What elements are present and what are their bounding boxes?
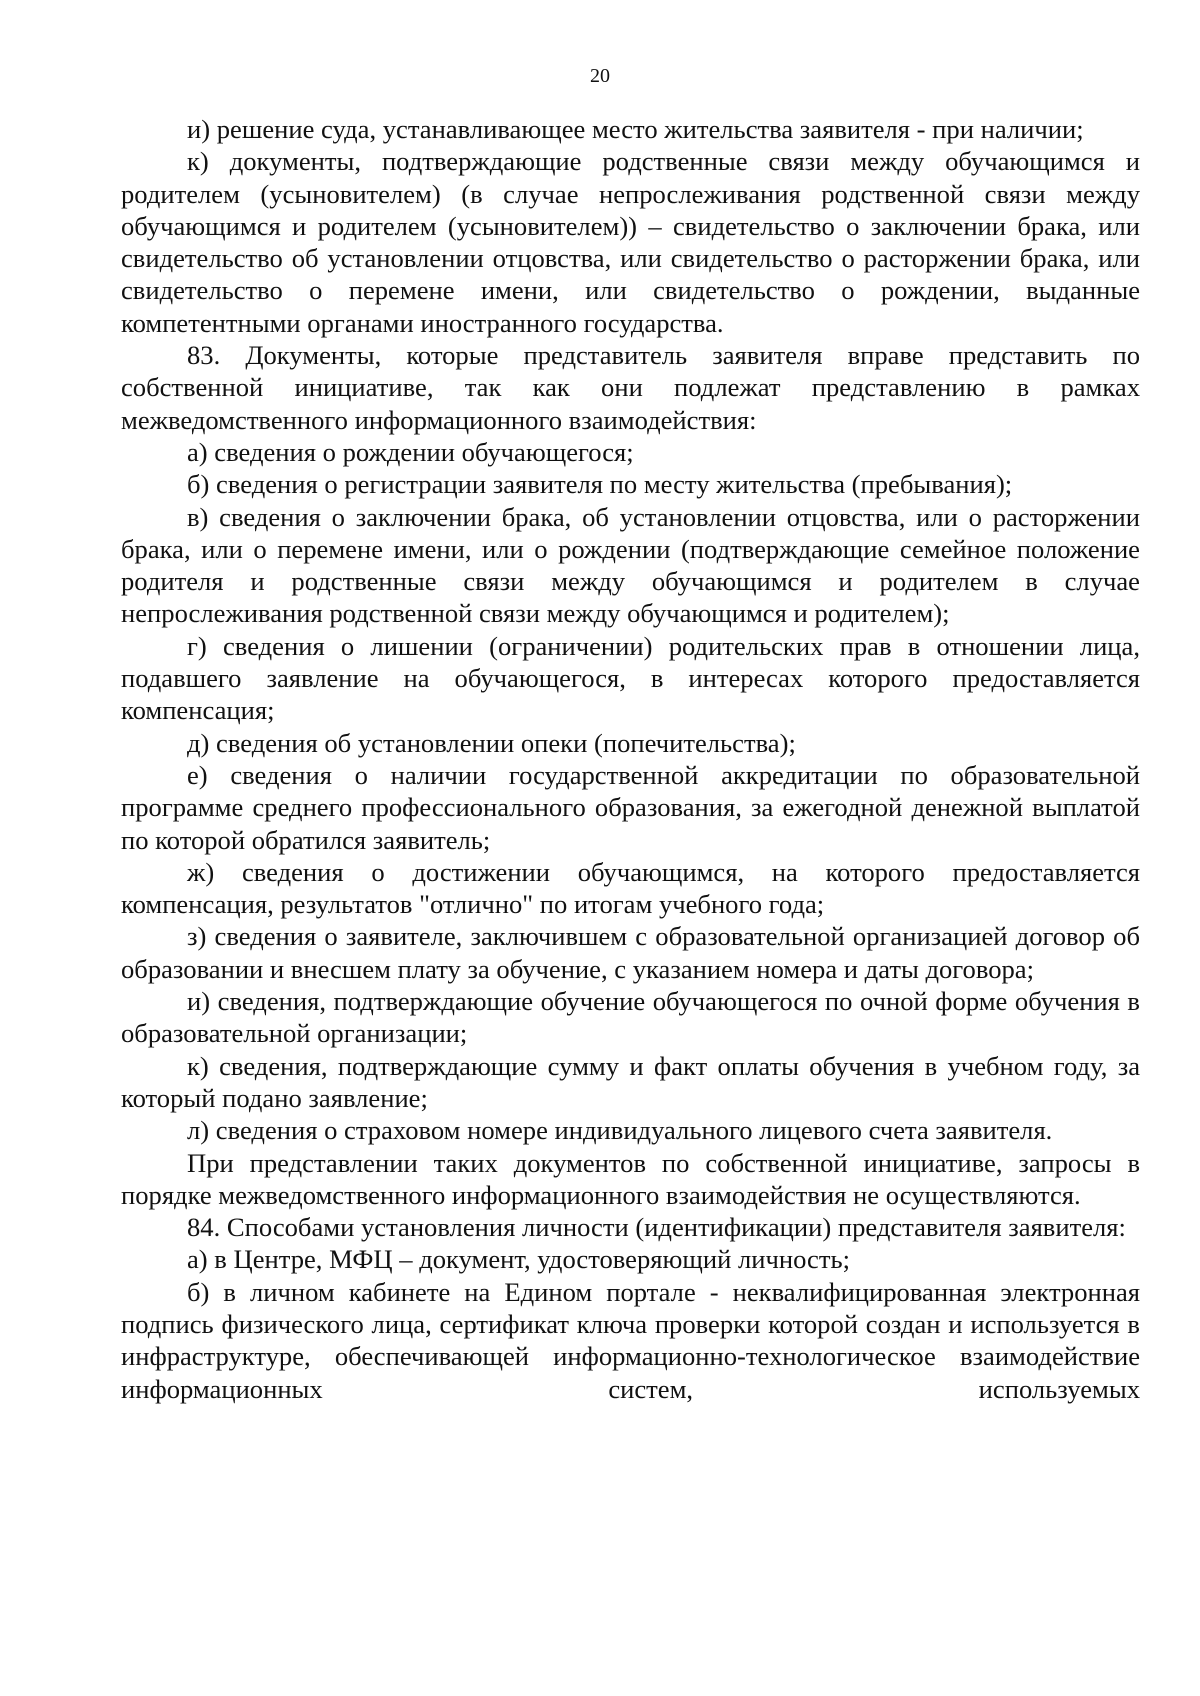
page-number: 20 bbox=[590, 65, 610, 87]
paragraph-no-interagency-requests: При представлении таких документов по собственной инициативе, запросы в порядке межведомственного информационного взаимодействия не осуществляются. bbox=[121, 1147, 1140, 1210]
paragraph-84-identification-methods: 84. Способами установления личности (идентификации) представителя заявителя: bbox=[187, 1212, 1126, 1243]
list-item-v-civil-status-info: в) сведения о заключении брака, об установлении отцовства, или о расторжении брака, или о перемене имени, или о рождении (подтверждающие семейное положение родителя и родственные связи между обучающимся и родителем в случае непрослеживания родственной связи между обучающимся и родителем); bbox=[121, 501, 1140, 629]
list-item-z-contract-info: з) сведения о заявителе, заключившем с образовательной организацией договор об образовании и внесшем плату за обучение, с указанием номера и даты договора; bbox=[121, 921, 1140, 984]
list-item-l-snils-info: л) сведения о страховом номере индивидуального лицевого счета заявителя. bbox=[187, 1115, 1053, 1146]
paragraph-83-own-initiative-documents: 83. Документы, которые представитель заявителя вправе представить по собственной инициативе, так как они подлежат представлению в рамках межведомственного информационного взаимодействия: bbox=[121, 340, 1140, 435]
list-item-a-birth-info: а) сведения о рождении обучающегося; bbox=[187, 436, 634, 467]
list-item-d-guardianship-info: д) сведения об установлении опеки (попечительства); bbox=[187, 727, 796, 758]
list-item-k-payment-info: к) сведения, подтверждающие сумму и факт оплаты обучения в учебном году, за который подано заявление; bbox=[121, 1050, 1140, 1113]
paragraph-k-kinship-documents: к) документы, подтверждающие родственные связи между обучающимся и родителем (усыновителем) (в случае непрослеживания родственной связи между обучающимся и родителем (усыновителем)) – свидетельство о заключении брака, или свидетельство об установлении отцовства, или свидетельство о расторжении брака, или свидетельство о перемене имени, или свидетельство о рождении, выданные компетентными органами иностранного государства. bbox=[121, 146, 1140, 338]
document-body bbox=[121, 113, 1140, 1405]
list-item-e-accreditation-info: е) сведения о наличии государственной аккредитации по образовательной программе среднего профессионального образования, за ежегодной денежной выплатой по которой обратился заявитель; bbox=[121, 759, 1140, 855]
list-item-a-mfc-identification: а) в Центре, МФЦ – документ, удостоверяющий личность; bbox=[187, 1244, 850, 1275]
list-item-b-registration-info: б) сведения о регистрации заявителя по месту жительства (пребывания); bbox=[187, 469, 1013, 500]
list-item-zh-excellent-results-info: ж) сведения о достижении обучающимся, на которого предоставляется компенсация, результатов "отлично" по итогам учебного года; bbox=[121, 856, 1140, 920]
list-item-g-parental-rights-info: г) сведения о лишении (ограничении) родительских прав в отношении лица, подавшего заявление на обучающегося, в интересах которого предоставляется компенсация; bbox=[121, 630, 1140, 726]
paragraph-i-court-decision: и) решение суда, устанавливающее место жительства заявителя - при наличии; bbox=[187, 114, 1084, 144]
list-item-b-portal-identification: б) в личном кабинете на Едином портале - неквалифицированная электронная подпись физического лица, сертификат ключа проверки которой создан и используется в инфраструктуре, обеспечивающей информационно-технологическое взаимодействие информационных систем, используемых bbox=[121, 1276, 1140, 1404]
list-item-i-full-time-study-info: и) сведения, подтверждающие обучение обучающегося по очной форме обучения в образовательной организации; bbox=[121, 986, 1140, 1049]
